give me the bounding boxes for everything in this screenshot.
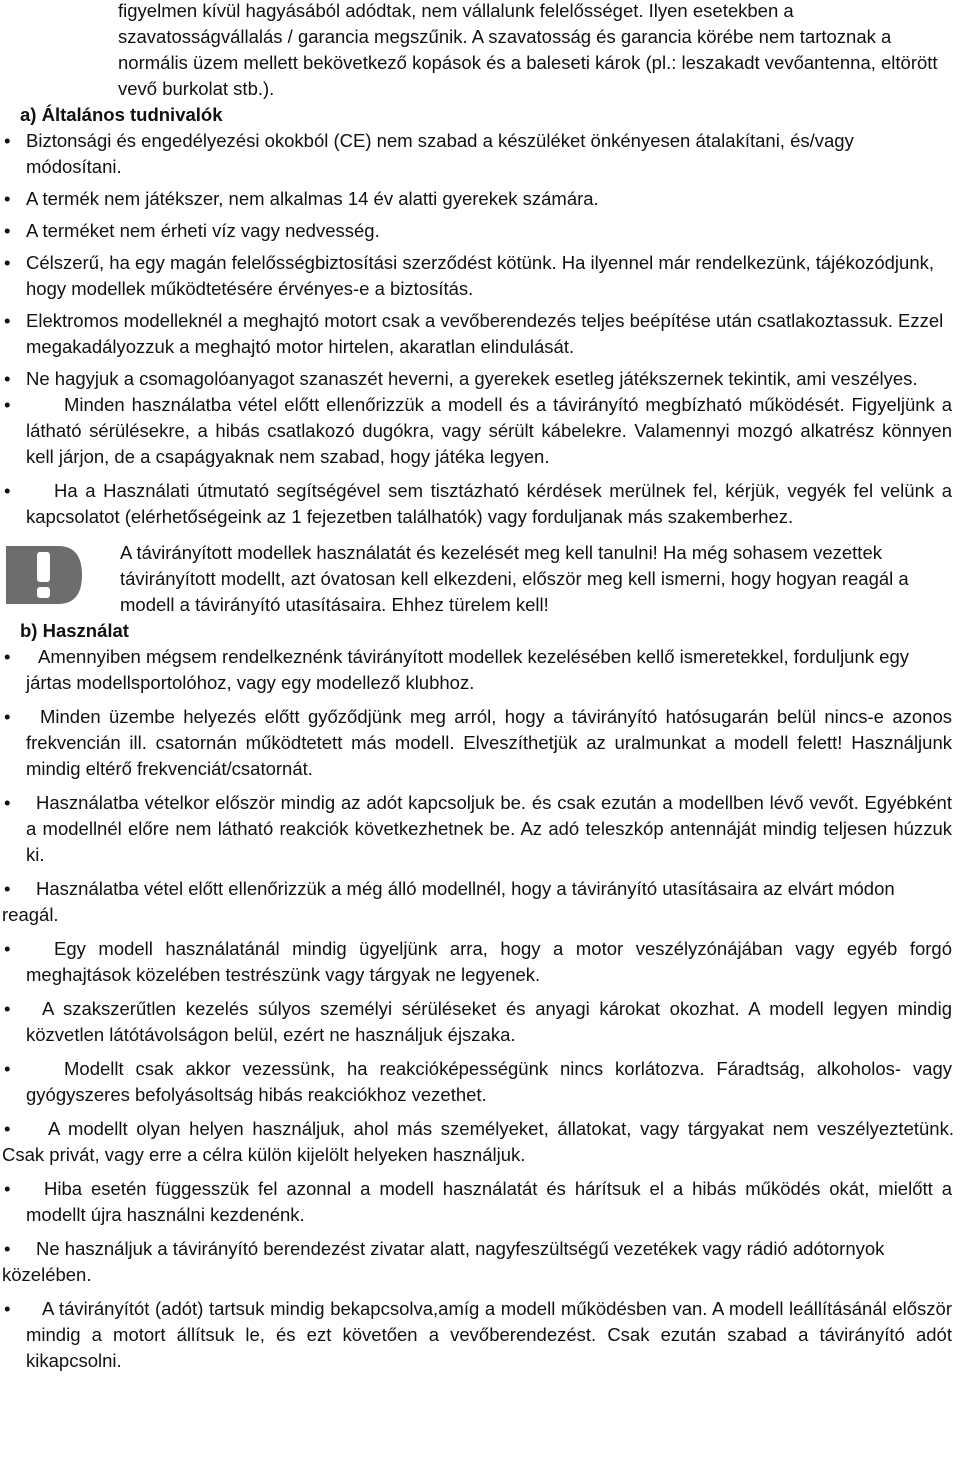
list-item: • A távirányítót (adót) tartsuk mindig bekapcsolva,amíg a modell működésben van. A modell leállításánál először mindig a motort állítsuk le, és ezt követően a vevőberendezést. Csak ezután szabad a távirányító adót kikapcsolni. xyxy=(4,1298,952,1371)
list-item: • Minden használatba vétel előtt ellenőrizzük a modell és a távirányító megbízható működését. Figyeljünk a látható sérülésekre, a hibás csatlakozó dugókra, vagy sérült kábelekre. Valamennyi mozgó alkatrész könnyen kell járjon, de a csapágyaknak nem szabad, hogy játéka legyen. xyxy=(4,394,952,467)
list-item: • Ne hagyjuk a csomagolóanyagot szanaszét heverni, a gyerekek esetleg játékszernek tekintik, ami veszélyes. xyxy=(0,366,960,392)
list-item: • Amennyiben mégsem rendelkeznénk távirányított modellek kezelésében kellő ismeretekkel, forduljunk egy jártas modellsportolóhoz, vagy egy modellező klubhoz. xyxy=(4,646,909,693)
section-a-list xyxy=(0,128,960,530)
bullet-icon: • xyxy=(4,394,11,415)
bullet-icon: • xyxy=(4,220,11,241)
list-item: • Modellt csak akkor vezessünk, ha reakcióképességünk nincs korlátozva. Fáradtság, alkoholos- vagy gyógyszeres befolyásoltság hibás reakciókhoz vezethet. xyxy=(4,1058,952,1105)
bullet-icon: • xyxy=(4,130,11,151)
bullet-icon: • xyxy=(4,252,11,273)
list-item: • A modellt olyan helyen használjuk, ahol más személyeket, állatokat, vagy tárgyakat nem veszélyeztetünk. Csak privát, vagy erre a célra külön kijelölt helyeken használjuk. xyxy=(2,1118,954,1165)
list-item: • A termék nem játékszer, nem alkalmas 14 év alatti gyerekek számára. xyxy=(0,186,960,212)
list-item: • Egy modell használatánál mindig ügyeljünk arra, hogy a motor veszélyzónájában vagy egyéb forgó meghajtások közelében testrészünk vagy tárgyak ne legyenek. xyxy=(4,938,952,985)
bullet-icon: • xyxy=(4,1178,11,1199)
list-item: • Használatba vétel előtt ellenőrizzük a még álló modellnél, hogy a távirányító utasításaira az elvárt módon reagál. xyxy=(2,878,895,925)
bullet-icon: • xyxy=(4,1118,11,1139)
bullet-icon: • xyxy=(4,1058,11,1079)
list-item: • Hiba esetén függesszük fel azonnal a modell használatát és hárítsuk el a hibás működés okát, mielőtt a modellt újra használni kezdenénk. xyxy=(4,1178,952,1225)
list-item: • Elektromos modelleknél a meghajtó motort csak a vevőberendezés teljes beépítése után csatlakoztassuk. Ezzel megakadályozzuk a meghajtó motor hirtelen, akaratlan elindulását. xyxy=(4,310,944,357)
bullet-icon: • xyxy=(4,998,11,1019)
bullet-icon: • xyxy=(4,188,11,209)
bullet-icon: • xyxy=(4,368,11,389)
list-item: • Minden üzembe helyezés előtt győződjünk meg arról, hogy a távirányító hatósugarán belül nincs-e azonos frekvencián ill. csatornán működtetett más modell. Elveszíthetjük az uralmunkat a modell felett! Használjunk mindig eltérő frekvenciát/csatornát. xyxy=(4,706,952,779)
section-a-heading: a) Általános tudnivalók xyxy=(20,104,223,125)
warning-text: A távirányított modellek használatát és kezelését meg kell tanulni! Ha még sohasem vezettek távirányított modellt, azt óvatosan kell elkezdeni, először meg kell ismerni, hogy hogyan reagál a modell a távirányító utasításaira. Ehhez türelem kell! xyxy=(120,542,909,615)
list-item: • Célszerű, ha egy magán felelősségbiztosítási szerződést kötünk. Ha ilyennel már rendelkezünk, tájékozódjunk, hogy modellek működtetésére érvényes-e a biztosítás. xyxy=(4,252,935,299)
list-item: • A szakszerűtlen kezelés súlyos személyi sérüléseket és anyagi károkat okozhat. A modell legyen mindig közvetlen látótávolságon belül, ezért ne használjuk éjszaka. xyxy=(4,998,952,1045)
warning-notice xyxy=(0,540,960,618)
list-item: • A terméket nem érheti víz vagy nedvesség. xyxy=(0,218,960,244)
bullet-icon: • xyxy=(4,792,11,813)
bullet-icon: • xyxy=(4,938,11,959)
list-item: • Használatba vételkor először mindig az adót kapcsoljuk be. és csak ezután a modellben lévő vevőt. Egyébként a modellnél előre nem látható reakciók következhetnek be. Az adó teleszkóp antennáját mindig teljesen húzzuk ki. xyxy=(4,792,952,865)
bullet-icon: • xyxy=(4,1238,11,1259)
intro-paragraph: figyelmen kívül hagyásából adódtak, nem vállalunk felelősséget. Ilyen esetekben a szavatosságvállalás / garancia megszűnik. A szavatosság és garancia körébe nem tartoznak a normális üzem mellett bekövetkező kopások és a baleseti károk (pl.: leszakadt vevőantenna, eltörött vevő burkolat stb.). xyxy=(118,0,938,99)
list-item: • Ne használjuk a távirányító berendezést zivatar alatt, nagyfeszültségű vezetékek vagy rádió adótornyok közelében. xyxy=(2,1238,885,1285)
list-item: • Biztonsági és engedélyezési okokból (CE) nem szabad a készüléket önkényesen átalakítani, és/vagy módosítani. xyxy=(4,130,854,177)
bullet-icon: • xyxy=(4,480,11,501)
bullet-icon: • xyxy=(4,1298,11,1319)
exclamation-icon xyxy=(6,546,82,604)
bullet-icon: • xyxy=(4,646,11,667)
bullet-icon: • xyxy=(4,706,11,727)
list-item: • Ha a Használati útmutató segítségével sem tisztázható kérdések merülnek fel, kérjük, vegyék fel velünk a kapcsolatot (elérhetőségeink az 1 fejezetben találhatók) vagy forduljanak más szakemberhez. xyxy=(4,480,952,527)
section-b-heading: b) Használat xyxy=(20,620,129,641)
section-b-list xyxy=(0,644,960,1374)
bullet-icon: • xyxy=(4,878,11,899)
bullet-icon: • xyxy=(4,310,11,331)
